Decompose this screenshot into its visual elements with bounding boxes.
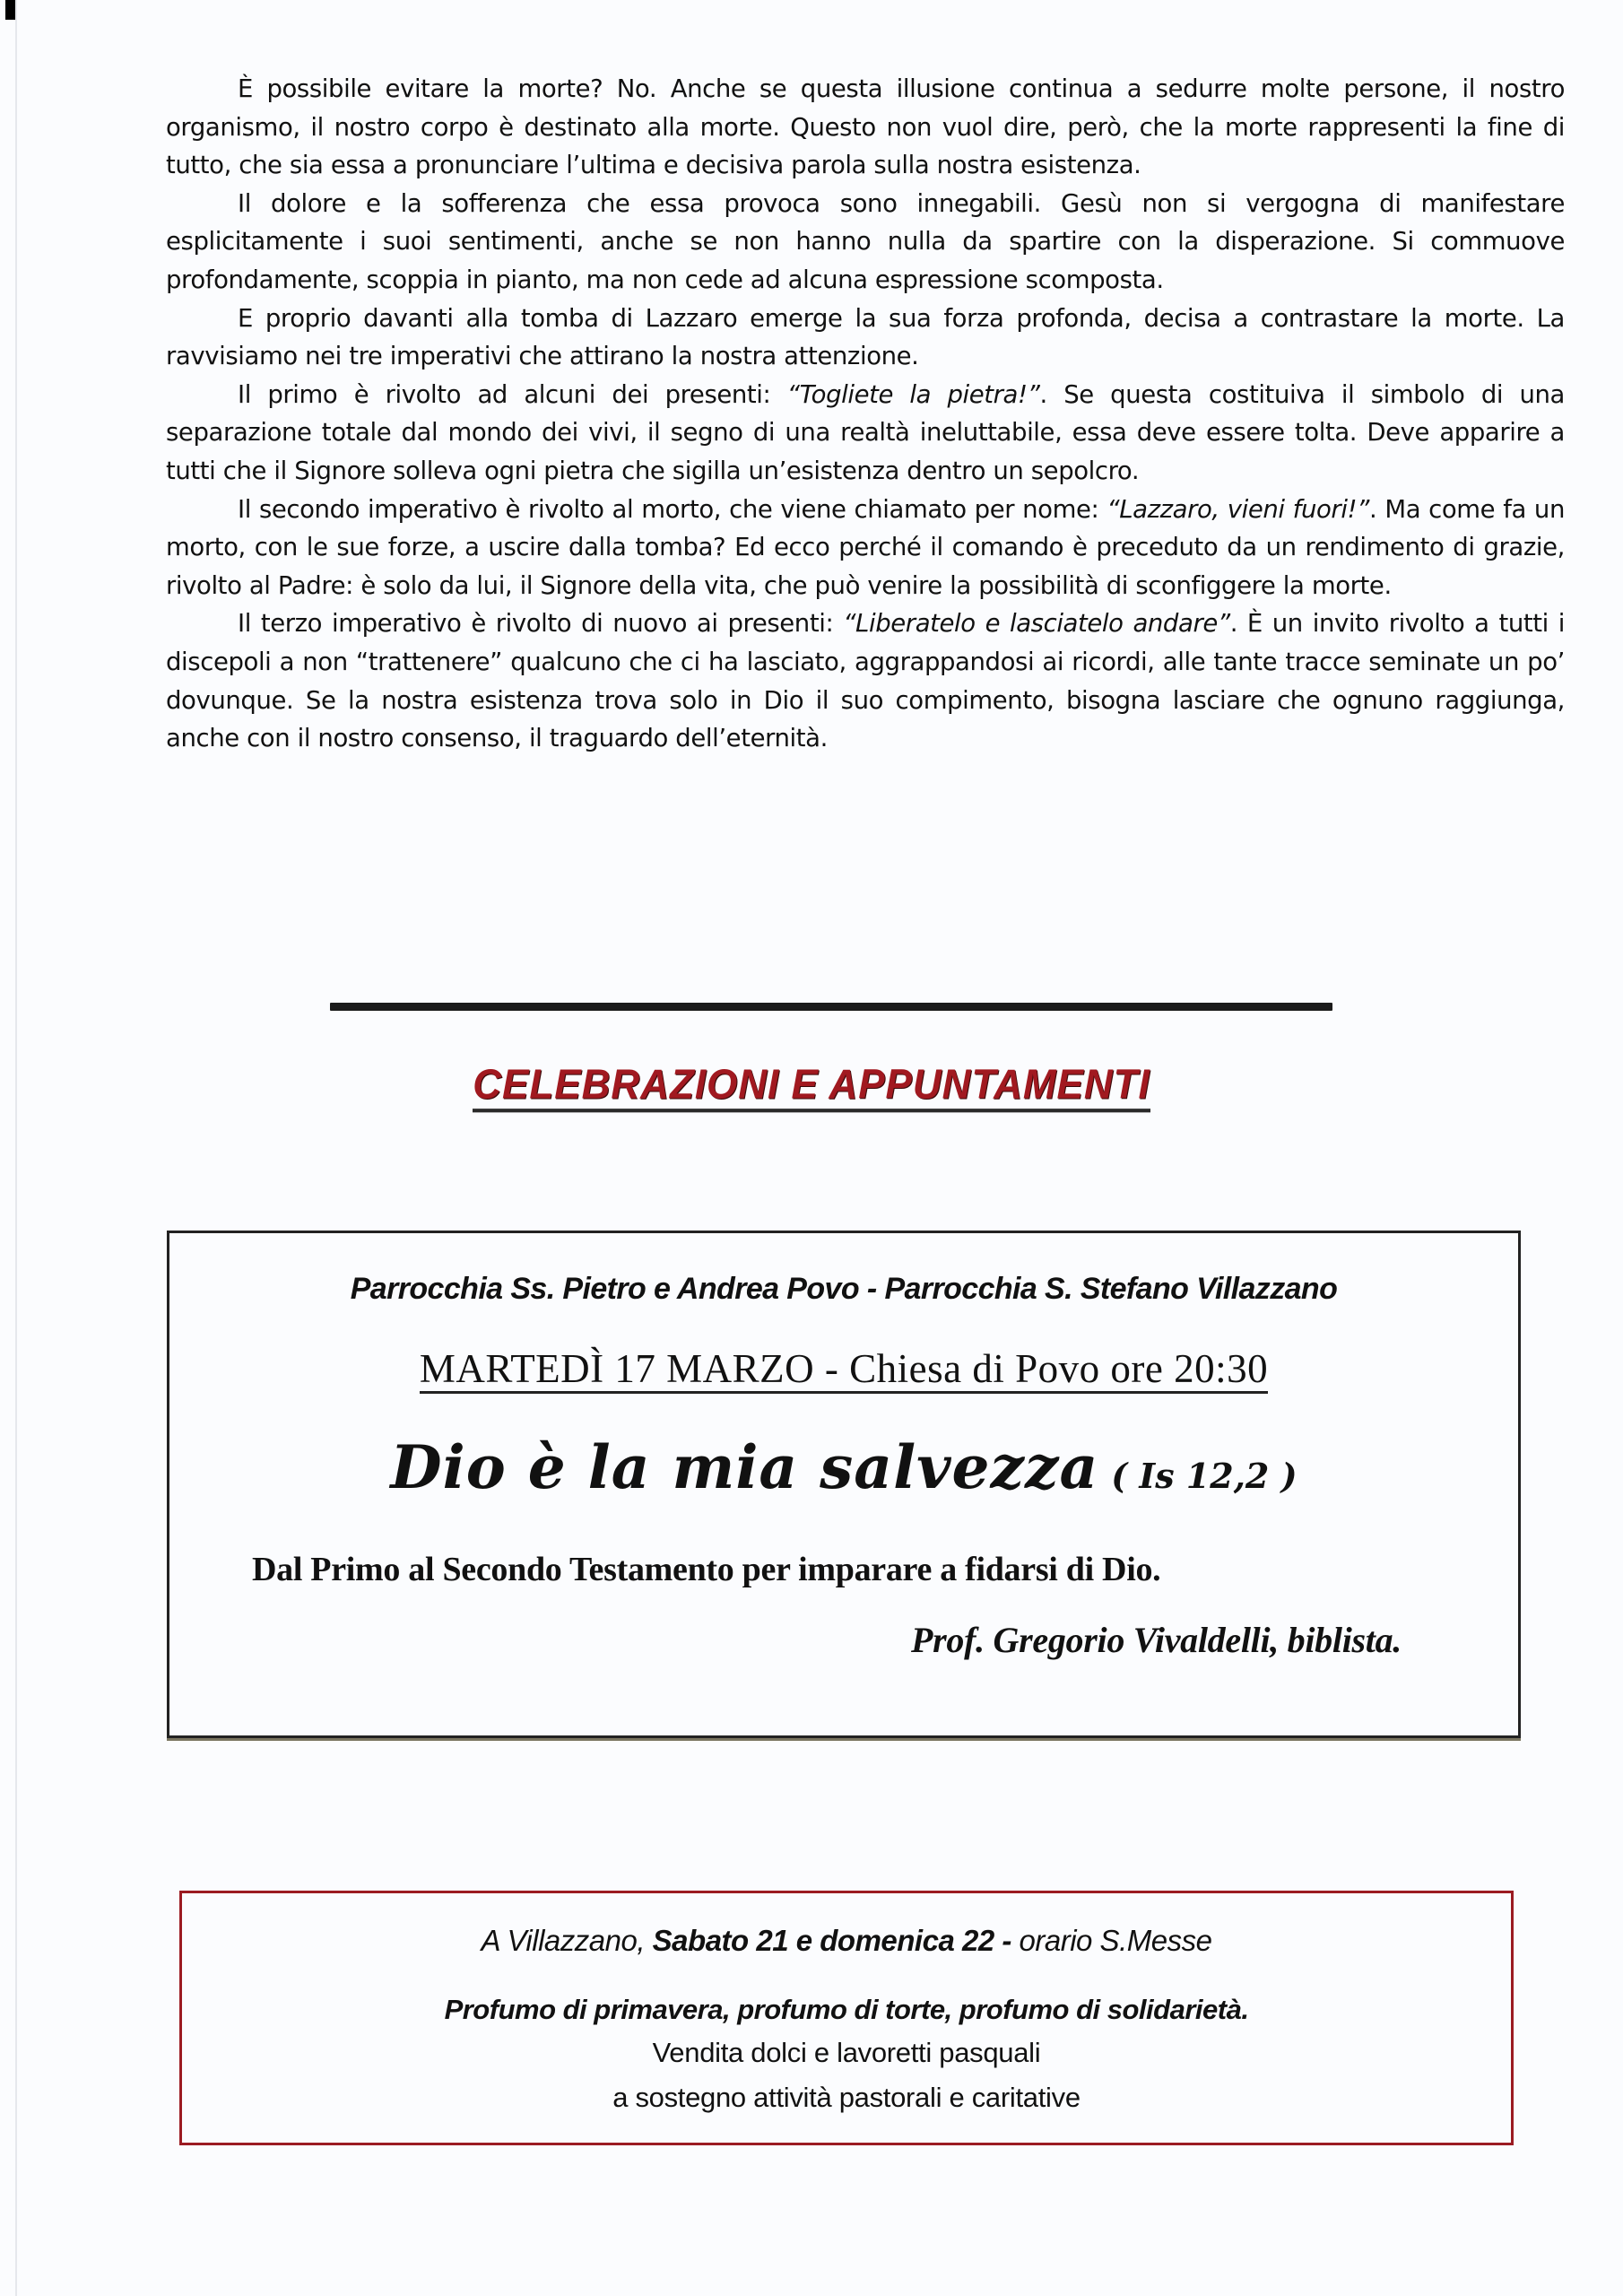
paragraph-text: . Ma come fa un morto, con le sue forze, a uscire dalla tomba? Ed ecco perché il comando è preceduto da un rendimento di grazie, rivolto al Padre: è solo da lui, il Signore della vita, che può venire la possibilità di sconfiggere la morte. xyxy=(166,494,1565,600)
fair-when-where xyxy=(182,1924,1511,1958)
event-parishes: Parrocchia Ss. Pietro e Andrea Povo - Parrocchia S. Stefano Villazzano xyxy=(350,1272,1338,1306)
event-date-line xyxy=(169,1346,1518,1394)
paragraph-5 xyxy=(166,491,1565,605)
fair-slogan: Profumo di primavera, profumo di torte, profumo di solidarietà. xyxy=(444,1994,1249,2025)
paragraph-text: . È un invito rivolto a tutti i discepoli a non “trattenere” qualcuno che ci ha lasciato, aggrappandosi ai ricordi, alle tante tracce seminate un po’ dovunque. Se la nostra esistenza trova solo in Dio il suo compimento, bisogna lasciare che ognuno raggiunga, anche con il nostro consenso, il traguardo dell’eternità. xyxy=(166,609,1566,753)
paragraph-1: È possibile evitare la morte? No. Anche se questa illusione continua a sedurre molte persone, il nostro organismo, il nostro corpo è destinato alla morte. Questo non vuol dire, però, che la morte rappresenti la fine di tutto, che sia essa a pronunciare l’ultima e decisiva parola sulla nostra esistenza. xyxy=(166,74,1565,180)
fair-description: Vendita dolci e lavoretti pasquali xyxy=(652,2037,1041,2068)
paragraph-text: . Se questa costituiva il simbolo di una separazione totale dal mondo dei vivi, il segno di una realtà ineluttabile, essa deve essere tolta. Deve apparire a tutti che il Signore solleva ogni pietra che sigilla un’esistenza dentro un sepolcro. xyxy=(166,379,1565,485)
event-date: MARTEDÌ 17 MARZO - Chiesa di Povo ore 20:30 xyxy=(420,1346,1268,1394)
fair-days: Sabato 21 e domenica 22 - xyxy=(652,1924,1020,1957)
paragraph-4 xyxy=(166,376,1565,491)
fair-place: A Villazzano, xyxy=(481,1924,653,1957)
article-body xyxy=(166,70,1565,758)
section-divider xyxy=(330,1003,1332,1011)
scan-edge-line xyxy=(15,0,17,2296)
section-heading xyxy=(0,1063,1623,1111)
section-title: CELEBRAZIONI E APPUNTAMENTI xyxy=(473,1062,1150,1113)
quote: “Liberatelo e lasciatelo andare” xyxy=(843,609,1230,639)
paragraph-6 xyxy=(166,604,1565,757)
paragraph-text: Il primo è rivolto ad alcuni dei presenti: xyxy=(238,379,787,409)
event-reference: ( Is 12,2 ) xyxy=(1111,1456,1298,1496)
fair-purpose: a sostegno attività pastorali e caritative xyxy=(612,2082,1081,2113)
paragraph-text: Il secondo imperativo è rivolto al morto, che viene chiamato per nome: xyxy=(238,494,1107,524)
quote: “Lazzaro, vieni fuori!” xyxy=(1107,494,1370,524)
event-speaker: Prof. Gregorio Vivaldelli, biblista. xyxy=(911,1620,1402,1660)
paragraph-3: E proprio davanti alla tomba di Lazzaro emerge la sua forza profonda, decisa a contrastare la morte. La ravvisiamo nei tre imperativi che attirano la nostra attenzione. xyxy=(166,303,1565,371)
scan-edge-mark xyxy=(5,0,15,20)
fair-time: orario S.Messe xyxy=(1019,1924,1212,1957)
fair-box xyxy=(179,1891,1514,2145)
quote: “Togliete la pietra!” xyxy=(786,379,1040,409)
paragraph-2: Il dolore e la sofferenza che essa provoca sono innegabili. Gesù non si vergogna di manifestare esplicitamente i suoi sentimenti, anche se non hanno nulla da spartire con la disperazione. Si commuove profondamente, scoppia in pianto, ma non cede ad alcuna espressione scomposta. xyxy=(166,188,1565,294)
event-subtitle: Dal Primo al Secondo Testamento per imparare a fidarsi di Dio. xyxy=(252,1551,1161,1588)
paragraph-text: Il terzo imperativo è rivolto di nuovo ai presenti: xyxy=(238,609,844,639)
event-title-line xyxy=(169,1432,1518,1502)
event-box xyxy=(167,1231,1521,1738)
event-title: Dio è la mia salvezza xyxy=(390,1432,1099,1502)
